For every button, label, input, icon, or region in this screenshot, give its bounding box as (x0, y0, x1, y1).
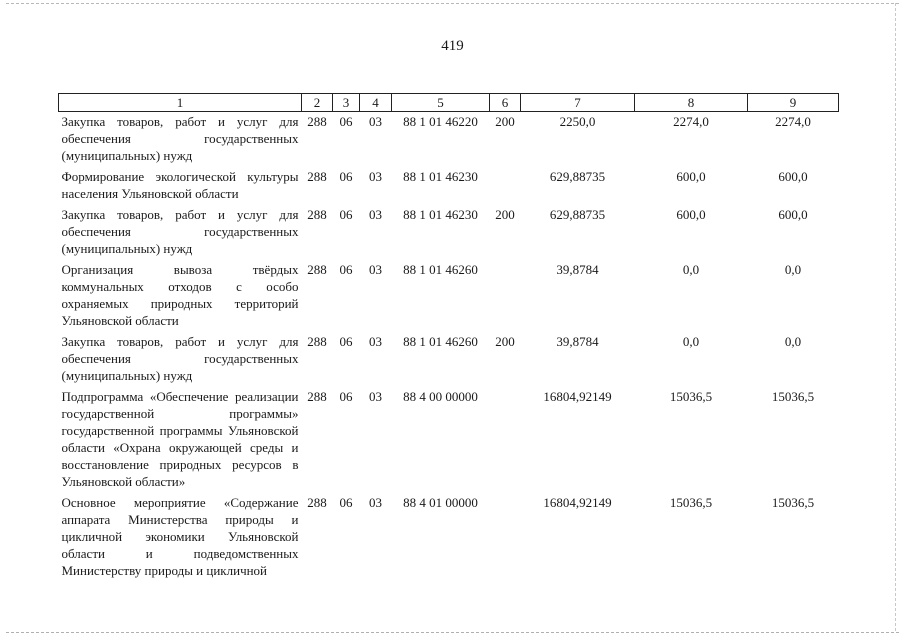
row-name: Подпрограмма «Обеспечение реализации государственной программы» государственной программы Ульяновской области «Охрана окружающей среды и восстановление природных ресурсов в Ульяновской области» (61, 389, 299, 489)
row-col-4: 03 (369, 169, 382, 184)
row-col-9: 15036,5 (771, 495, 815, 510)
row-col-3: 06 (339, 114, 353, 129)
row-col-2: 288 (307, 389, 327, 404)
row-col-4: 03 (369, 207, 382, 222)
row-col-8: 600,0 (676, 207, 706, 222)
row-col-5: 88 4 01 00000 (403, 495, 478, 510)
page-edge-right (895, 3, 896, 631)
row-col-5: 88 1 01 46260 (403, 334, 478, 349)
row-col-5: 88 4 00 00000 (403, 389, 478, 404)
row-col-7: 16804,92149 (543, 495, 612, 510)
header-col-1: 1 (59, 94, 302, 112)
table-row (59, 112, 839, 168)
row-col-7: 39,8784 (556, 334, 599, 349)
budget-table (58, 93, 839, 582)
row-col-9: 0,0 (784, 262, 802, 277)
row-col-7: 2250,0 (559, 114, 596, 129)
row-col-4: 03 (369, 495, 382, 510)
row-col-3: 06 (339, 169, 353, 184)
row-col-6 (490, 260, 521, 332)
row-col-2: 288 (307, 207, 327, 222)
row-col-9: 0,0 (784, 334, 802, 349)
header-col-5: 5 (392, 94, 490, 112)
header-col-4: 4 (360, 94, 392, 112)
row-name: Закупка товаров, работ и услуг для обеспечения государственных (муниципальных) нужд (61, 114, 299, 163)
row-col-7: 16804,92149 (543, 389, 612, 404)
table-header-row (59, 94, 839, 112)
row-col-4: 03 (369, 389, 382, 404)
row-col-8: 15036,5 (669, 495, 713, 510)
row-name: Основное мероприятие «Содержание аппарата Министерства природы и цикличной экономики Ульяновской области и подведомственных Министерству природы и цикличной (61, 495, 299, 578)
row-col-7: 39,8784 (556, 262, 599, 277)
row-col-7: 629,88735 (549, 169, 606, 184)
row-col-6 (490, 387, 521, 493)
row-col-2: 288 (307, 169, 327, 184)
page-number: 419 (441, 38, 464, 54)
header-col-2: 2 (302, 94, 333, 112)
row-col-8: 0,0 (682, 262, 700, 277)
row-col-8: 2274,0 (673, 114, 709, 129)
header-col-3: 3 (333, 94, 360, 112)
row-col-9: 15036,5 (771, 389, 815, 404)
row-col-8: 0,0 (682, 334, 700, 349)
table-row (59, 387, 839, 493)
row-col-4: 03 (369, 114, 382, 129)
table-row (59, 332, 839, 387)
row-col-6: 200 (495, 114, 515, 129)
row-name: Закупка товаров, работ и услуг для обеспечения государственных (муниципальных) нужд (61, 334, 299, 383)
row-col-5: 88 1 01 46230 (403, 207, 478, 222)
row-col-9: 600,0 (778, 207, 808, 222)
row-col-2: 288 (307, 114, 327, 129)
row-col-6: 200 (495, 334, 515, 349)
row-col-6: 200 (495, 207, 515, 222)
table-row (59, 493, 839, 582)
row-col-4: 03 (369, 262, 382, 277)
row-col-9: 2274,0 (775, 114, 811, 129)
row-col-7: 629,88735 (549, 207, 606, 222)
row-col-9: 600,0 (778, 169, 808, 184)
page-edge-top (6, 3, 899, 4)
row-col-8: 15036,5 (669, 389, 713, 404)
table-row (59, 205, 839, 260)
table-row (59, 260, 839, 332)
row-col-2: 288 (307, 262, 327, 277)
header-col-9: 9 (748, 94, 839, 112)
page-edge-bottom (6, 632, 899, 633)
row-name: Закупка товаров, работ и услуг для обеспечения государственных (муниципальных) нужд (61, 207, 299, 256)
table-row (59, 167, 839, 205)
row-col-5: 88 1 01 46230 (403, 169, 478, 184)
row-col-5: 88 1 01 46220 (403, 114, 478, 129)
row-col-3: 06 (339, 207, 353, 222)
row-col-2: 288 (307, 334, 327, 349)
header-col-8: 8 (635, 94, 748, 112)
row-col-4: 03 (369, 334, 382, 349)
row-col-3: 06 (339, 495, 353, 510)
row-col-3: 06 (339, 262, 353, 277)
row-name: Формирование экологической культуры населения Ульяновской области (61, 169, 299, 201)
header-col-7: 7 (521, 94, 635, 112)
row-col-3: 06 (339, 389, 353, 404)
row-col-3: 06 (339, 334, 353, 349)
row-col-8: 600,0 (676, 169, 706, 184)
row-col-5: 88 1 01 46260 (403, 262, 478, 277)
header-col-6: 6 (490, 94, 521, 112)
row-col-2: 288 (307, 495, 327, 510)
row-col-6 (490, 493, 521, 582)
row-name: Организация вывоза твёрдых коммунальных отходов с особо охраняемых природных территорий Ульяновской области (61, 262, 299, 328)
row-col-6 (490, 167, 521, 205)
